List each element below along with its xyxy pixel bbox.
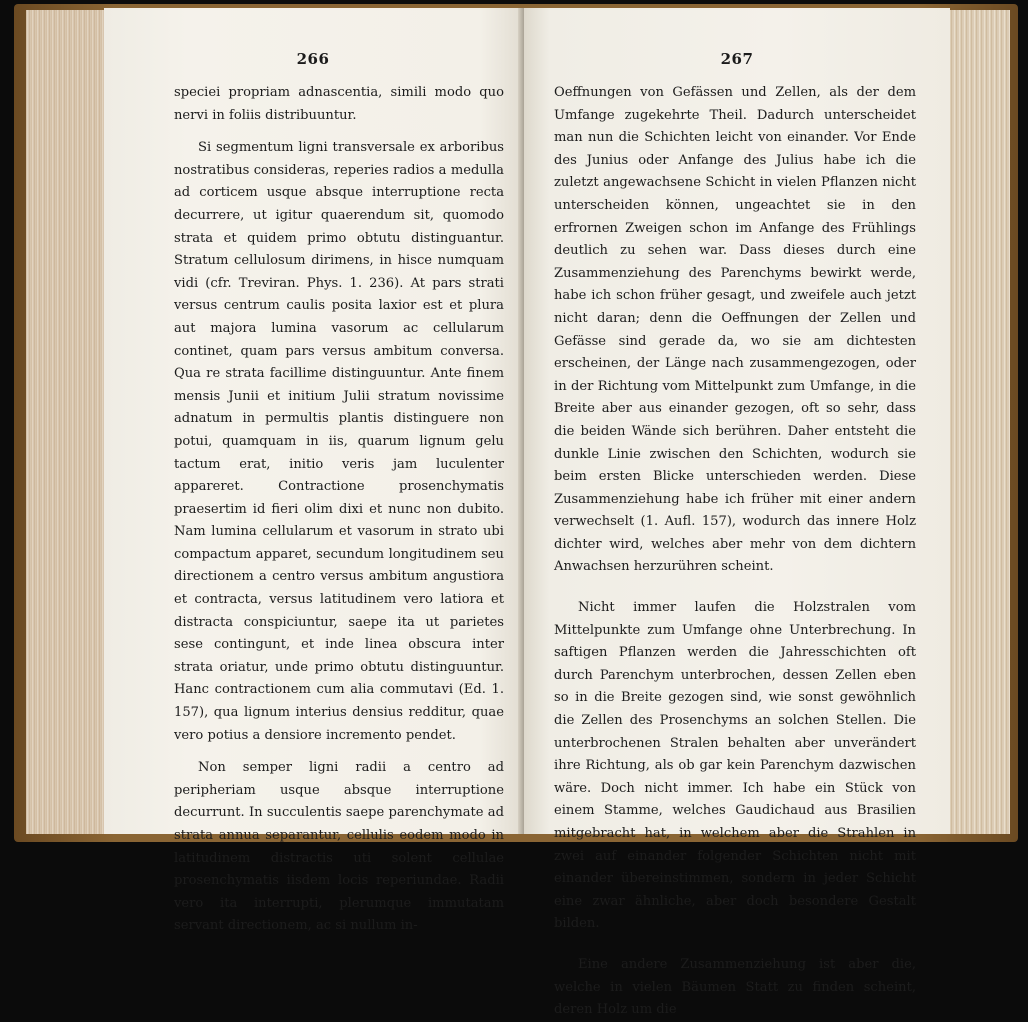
page-edges-right [948, 10, 1010, 834]
paragraph: Nicht immer laufen die Holzstralen vom Mittelpunkte zum Umfange ohne Unterbrechung. In saftigen Pflanzen werden die Jahresschichten oft durch Parenchym unterbrochen, dessen Zellen eben so in die Breite gezogen sind, wie sonst gewöhnlich die Zellen des Prosenchyms an solchen Stellen. Die unterbrochenen Stralen behalten aber unverändert ihre Richtung, als ob gar kein Parenchym dazwischen wäre. Doch nicht immer. Ich habe ein Stück von einem Stamme, welches Gaudichaud aus Brasilien mitgebracht hat, in welchem aber die Strahlen in zwei auf einander folgender Schichten nicht mit einander übereinstimmen, sondern in jeder Schicht eine zwar ähnliche, aber doch besondere Gestalt bilden. [554, 600, 916, 932]
paragraph: Eine andere Zusammenziehung ist aber die, welche in vielen Bäumen Statt zu finden scheint, deren Holz um die [554, 956, 916, 1018]
paragraph: Non semper ligni radii a centro ad peripheriam usque absque interruptione decurrunt. In succulentis saepe parenchymate ad strata annua separantur, cellulis eodem modo in latitudinem distractis uti solent cellulae prosenchymatis iisdem locis reperiundae. Radii vero ita interrupti, plerumque immutatam servant directionem, ac si nullum in- [174, 760, 504, 934]
left-page [104, 8, 522, 934]
page-body [174, 82, 504, 938]
paragraph: speciei propriam adnascentia, simili modo quo nervi in foliis distribuuntur. [174, 85, 504, 123]
page-edges-left [26, 10, 108, 834]
page-body [554, 82, 916, 1022]
right-page [524, 8, 950, 1018]
page-number: 267 [720, 50, 754, 68]
paragraph: Si segmentum ligni transversale ex arboribus nostratibus consideras, reperies radios a medulla ad corticem usque absque interruptione recta decurrere, ut igitur quaerendum sit, quomodo strata et quidem primo obtutu distinguantur. Stratum cellulosum dirimens, in hisce numquam vidi (cfr. Treviran. Phys. 1. 236). At pars strati versus centrum caulis posita laxior est et plura aut majora lumina vasorum ac cellularum continet, quam pars versus ambitum conversa. Qua re strata facillime distinguuntur. Ante finem mensis Junii et initium Julii stratum novissime adnatum in permultis plantis distinguere non potui, quamquam in iis, quarum lignum gelu tactum erat, initio veris jam luculenter appareret. Contractione prosenchymatis praesertim id fieri olim dixi et nunc non dubito. Nam lumina cellularum et vasorum in strato ubi compactum apparet, secundum longitudinem seu directionem a centro versus ambitum angustiora et contracta, versus latitudinem vero latiora et distracta conspiciuntur, saepe ita ut parietes sese contingunt, et inde linea obscura inter strata oriatur, unde primo obtutu distinguuntur. Hanc contractionem cum alia commutavi (Ed. 1. 157), qua lignum interius densius redditur, quae vero potius a densiore incremento pendet. [174, 140, 504, 743]
page-number: 266 [296, 50, 330, 68]
paragraph: Oeffnungen von Gefässen und Zellen, als der dem Umfange zugekehrte Theil. Dadurch unterscheidet man nun die Schichten leicht von einander. Vor Ende des Junius oder Anfange des Julius habe ich die zuletzt angewachsene Schicht in vielen Pflanzen nicht unterscheiden können, ungeachtet sie in den erfrornen Zweigen schon im Anfange des Frühlings deutlich zu sehen war. Dass dieses durch eine Zusammenziehung des Parenchyms bewirkt werde, habe ich schon früher gesagt, und zweifele auch jetzt nicht daran; denn die Oeffnungen der Zellen und Gefässe sind gerade da, wo sie am dichtesten erscheinen, der Länge nach zusammengezogen, oder in der Richtung vom Mittelpunkt zum Umfange, in die Breite aber aus einander gezogen, oft so sehr, dass die beiden Wände sich berühren. Daher entsteht die dunkle Linie zwischen den Schichten, wodurch sie beim ersten Blicke unterschieden werden. Diese Zusammenziehung habe ich früher mit einer andern verwechselt (1. Aufl. 157), wodurch das innere Holz dichter wird, welches aber mehr von dem dichtern Anwachsen herzurühren scheint. [554, 85, 916, 575]
